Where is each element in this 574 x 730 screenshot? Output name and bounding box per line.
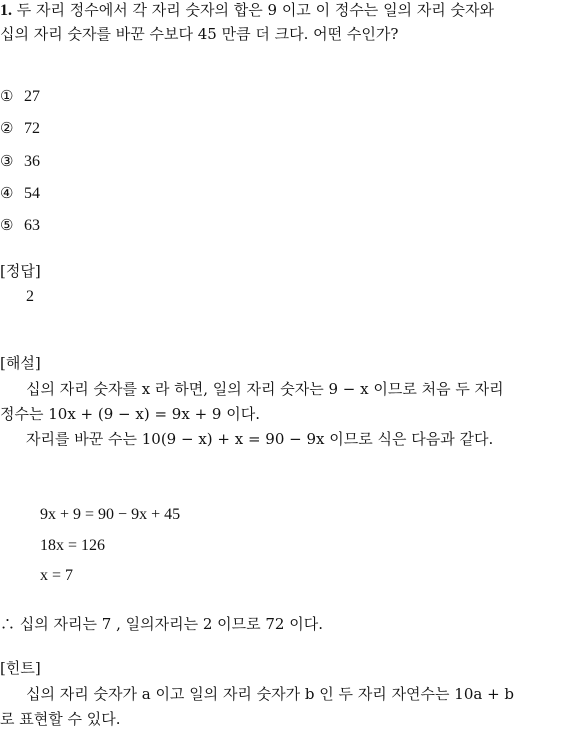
choice-4-mark: ④ bbox=[0, 184, 14, 202]
choice-4-value: 54 bbox=[24, 185, 40, 202]
explanation-line-3: 자리를 바꾼 수는 10(9 − x) + x = 90 − 9x 이므로 식은 다음과 같다. bbox=[26, 430, 494, 448]
question-line-2: 십의 자리 숫자를 바꾼 수보다 45 만큼 더 크다. 어떤 수인가? bbox=[0, 25, 399, 43]
choice-4[interactable] bbox=[0, 183, 40, 204]
choice-3-mark: ③ bbox=[0, 152, 14, 170]
choice-3[interactable] bbox=[0, 151, 40, 172]
hint-label: [힌트] bbox=[0, 659, 41, 677]
question-line-1 bbox=[0, 0, 494, 21]
choice-3-value: 36 bbox=[24, 153, 40, 170]
choice-5[interactable] bbox=[0, 215, 40, 236]
question-number: 1. bbox=[0, 2, 12, 19]
answer-label: [정답] bbox=[0, 262, 41, 280]
choice-5-mark: ⑤ bbox=[0, 216, 14, 234]
choice-1-mark: ① bbox=[0, 87, 14, 105]
hint-line-1: 십의 자리 숫자가 a 이고 일의 자리 숫자가 b 인 두 자리 자연수는 10a + b bbox=[26, 685, 515, 703]
equation-1: 9x + 9 = 90 − 9x + 45 bbox=[40, 506, 181, 523]
question-text-1: 두 자리 정수에서 각 자리 숫자의 합은 9 이고 이 정수는 일의 자리 숫자와 bbox=[16, 1, 495, 19]
explanation-label: [해설] bbox=[0, 354, 41, 372]
choice-1[interactable] bbox=[0, 86, 40, 107]
hint-line-2: 로 표현할 수 있다. bbox=[0, 710, 121, 728]
answer-value: 2 bbox=[26, 288, 34, 305]
choice-1-value: 27 bbox=[24, 88, 40, 105]
conclusion: ∴ 십의 자리는 7 , 일의자리는 2 이므로 72 이다. bbox=[0, 615, 323, 633]
equation-2: 18x = 126 bbox=[40, 537, 106, 554]
explanation-line-1: 십의 자리 숫자를 x 라 하면, 일의 자리 숫자는 9 − x 이므로 처음 두 자리 bbox=[26, 380, 504, 398]
choice-2-mark: ② bbox=[0, 119, 14, 137]
explanation-line-2: 정수는 10x + (9 − x) = 9x + 9 이다. bbox=[0, 405, 260, 423]
equation-3: x = 7 bbox=[40, 567, 74, 584]
choice-2[interactable] bbox=[0, 118, 40, 139]
choice-2-value: 72 bbox=[24, 120, 40, 137]
choice-5-value: 63 bbox=[24, 217, 40, 234]
